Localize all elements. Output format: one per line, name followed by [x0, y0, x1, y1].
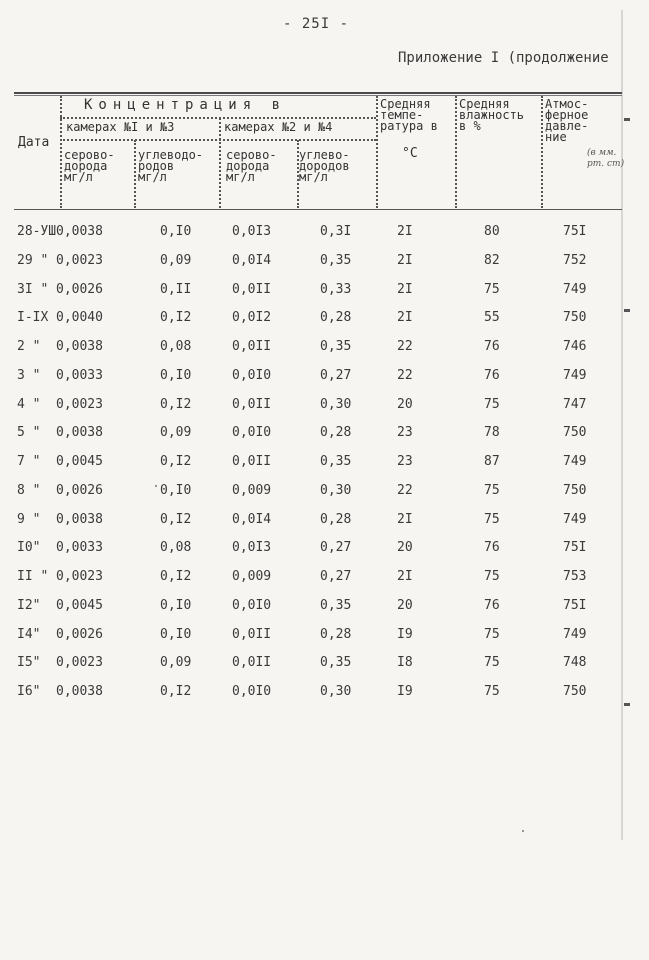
header-hydrogen-sulfide-1-3: серово- дорода мг/л	[64, 148, 115, 184]
header-temperature-unit: °С	[402, 146, 418, 161]
cell-date: 3I "	[17, 281, 49, 297]
cell-h2s-chambers-1-3: 0,0038	[56, 684, 103, 699]
table-row	[14, 598, 622, 627]
cell-temperature: 20	[397, 396, 413, 412]
cell-hydrocarbons-chambers-1-3: 0,I0	[160, 224, 192, 239]
cell-h2s-chambers-2-4: 0,0I4	[232, 252, 272, 268]
cell-hydrocarbons-chambers-1-3: 0,I0	[160, 482, 192, 498]
cell-h2s-chambers-1-3: 0,0023	[56, 396, 103, 412]
cell-pressure: 750	[563, 310, 587, 326]
cell-h2s-chambers-1-3: 0,0026	[56, 281, 103, 297]
cell-h2s-chambers-1-3: 0,0023	[56, 655, 103, 671]
table-row	[14, 512, 622, 541]
cell-hydrocarbons-chambers-1-3: 0,I2	[160, 684, 192, 699]
cell-humidity: 55	[484, 310, 500, 326]
cell-date: I2"	[17, 597, 41, 613]
cell-pressure: 749	[563, 626, 587, 642]
cell-h2s-chambers-2-4: 0,0II	[232, 396, 272, 412]
edge-mark	[624, 309, 630, 312]
cell-h2s-chambers-2-4: 0,0I3	[232, 540, 272, 556]
header-concentration: Концентрация в	[84, 97, 287, 113]
cell-h2s-chambers-1-3: 0,0045	[56, 454, 103, 469]
appendix-label: Приложение I (продолжение	[398, 50, 609, 66]
cell-temperature: 20	[397, 597, 413, 613]
cell-hydrocarbons-chambers-2-4: 0,27	[320, 367, 352, 383]
header-avg-temperature: Средняя темпе- ратура в	[380, 97, 438, 133]
cell-pressure: 746	[563, 339, 587, 354]
cell-date: I6"	[17, 684, 41, 699]
cell-temperature: 2I	[397, 224, 413, 239]
cell-h2s-chambers-1-3: 0,0026	[56, 626, 103, 642]
column-divider	[134, 140, 136, 208]
cell-h2s-chambers-2-4: 0,0II	[232, 655, 272, 671]
cell-hydrocarbons-chambers-1-3: 0,09	[160, 655, 192, 671]
cell-temperature: 22	[397, 482, 413, 498]
row-divider	[60, 139, 376, 141]
header-atm-pressure: Атмос- ферное давле- ние	[545, 97, 589, 144]
cell-humidity: 75	[484, 396, 500, 412]
column-divider	[455, 96, 457, 208]
cell-humidity: 75	[484, 684, 500, 699]
table-row	[14, 339, 622, 368]
cell-hydrocarbons-chambers-2-4: 0,28	[320, 626, 352, 642]
table-row	[14, 684, 622, 713]
cell-h2s-chambers-2-4: 0,0I3	[232, 224, 272, 239]
cell-temperature: 2I	[397, 310, 413, 326]
cell-date: 7 "	[17, 454, 41, 469]
cell-date: 29 "	[17, 252, 49, 268]
cell-pressure: 753	[563, 569, 587, 584]
table-row	[14, 253, 622, 282]
header-hydrocarbons-1-3: углеводо- родов мг/л	[138, 148, 204, 184]
cell-date: I4"	[17, 626, 41, 642]
table-row	[14, 569, 622, 598]
cell-h2s-chambers-1-3: 0,0038	[56, 339, 103, 354]
cell-date: I-IX	[17, 310, 49, 326]
cell-h2s-chambers-2-4: 0,0I0	[232, 425, 272, 441]
cell-date: I5"	[17, 655, 41, 671]
header-avg-humidity: Средняя влажность в %	[459, 97, 525, 133]
cell-humidity: 75	[484, 482, 500, 498]
cell-h2s-chambers-2-4: 0,0II	[232, 454, 272, 469]
cell-h2s-chambers-1-3: 0,0023	[56, 569, 103, 584]
cell-hydrocarbons-chambers-2-4: 0,35	[320, 339, 352, 354]
cell-temperature: 20	[397, 540, 413, 556]
table-body	[14, 224, 622, 713]
cell-pressure: 750	[563, 684, 587, 699]
cell-hydrocarbons-chambers-2-4: 0,28	[320, 310, 352, 326]
cell-date: 3 "	[17, 367, 41, 383]
cell-h2s-chambers-2-4: 0,0I0	[232, 684, 272, 699]
cell-hydrocarbons-chambers-2-4: 0,33	[320, 281, 352, 297]
cell-pressure: 749	[563, 511, 587, 527]
cell-pressure: 749	[563, 454, 587, 469]
scan-speck	[522, 830, 524, 832]
table-row	[14, 368, 622, 397]
cell-humidity: 87	[484, 454, 500, 469]
cell-temperature: 23	[397, 454, 413, 469]
cell-hydrocarbons-chambers-2-4: 0,28	[320, 425, 352, 441]
cell-humidity: 76	[484, 367, 500, 383]
cell-temperature: 2I	[397, 281, 413, 297]
header-chambers-2-4: камерах №2 и №4	[224, 120, 333, 134]
cell-h2s-chambers-2-4: 0,0II	[232, 339, 272, 354]
table-row	[14, 425, 622, 454]
cell-hydrocarbons-chambers-2-4: 0,27	[320, 569, 352, 584]
row-divider	[60, 117, 376, 119]
cell-hydrocarbons-chambers-1-3: 0,I2	[160, 511, 192, 527]
cell-hydrocarbons-chambers-1-3: 0,I0	[160, 626, 192, 642]
cell-pressure: 752	[563, 252, 587, 268]
cell-humidity: 76	[484, 339, 500, 354]
edge-mark	[624, 703, 630, 706]
cell-h2s-chambers-1-3: 0,0045	[56, 597, 103, 613]
cell-hydrocarbons-chambers-1-3: 0,09	[160, 252, 192, 268]
cell-hydrocarbons-chambers-2-4: 0,35	[320, 252, 352, 268]
table-row	[14, 310, 622, 339]
cell-date: 9 "	[17, 511, 41, 527]
cell-humidity: 76	[484, 597, 500, 613]
cell-h2s-chambers-2-4: 0,0I4	[232, 511, 272, 527]
cell-h2s-chambers-2-4: 0,0I0	[232, 367, 272, 383]
cell-pressure: 75I	[563, 540, 587, 556]
cell-pressure: 75I	[563, 597, 587, 613]
cell-hydrocarbons-chambers-2-4: 0,35	[320, 597, 352, 613]
header-rule-sub	[14, 95, 622, 96]
cell-hydrocarbons-chambers-2-4: 0,3I	[320, 224, 352, 239]
cell-hydrocarbons-chambers-2-4: 0,30	[320, 684, 352, 699]
cell-hydrocarbons-chambers-1-3: 0,I0	[160, 597, 192, 613]
cell-pressure: 750	[563, 482, 587, 498]
table-row	[14, 454, 622, 483]
table-header	[14, 92, 625, 214]
column-divider	[376, 96, 378, 208]
cell-temperature: 2I	[397, 252, 413, 268]
cell-h2s-chambers-1-3: 0,0040	[56, 310, 103, 326]
cell-h2s-chambers-2-4: 0,0II	[232, 626, 272, 642]
cell-hydrocarbons-chambers-1-3: 0,I2	[160, 396, 192, 412]
cell-hydrocarbons-chambers-2-4: 0,28	[320, 511, 352, 527]
header-rule-top	[14, 92, 622, 94]
cell-h2s-chambers-2-4: 0,0I2	[232, 310, 272, 326]
table-row	[14, 483, 622, 512]
cell-hydrocarbons-chambers-1-3: 0,08	[160, 339, 192, 354]
cell-h2s-chambers-2-4: 0,009	[232, 569, 272, 584]
cell-date: 8 "	[17, 482, 41, 498]
cell-hydrocarbons-chambers-2-4: 0,35	[320, 454, 352, 469]
cell-h2s-chambers-2-4: 0,0I0	[232, 597, 272, 613]
cell-h2s-chambers-2-4: 0,009	[232, 482, 272, 498]
cell-temperature: 22	[397, 367, 413, 383]
cell-date: 5 "	[17, 425, 41, 441]
cell-date: 2 "	[17, 339, 41, 354]
cell-date: 4 "	[17, 396, 41, 412]
column-divider	[60, 96, 62, 208]
cell-pressure: 747	[563, 396, 587, 412]
table-row	[14, 397, 622, 426]
cell-hydrocarbons-chambers-1-3: 0,I2	[160, 454, 192, 469]
cell-h2s-chambers-1-3: 0,0033	[56, 540, 103, 556]
cell-pressure: 750	[563, 425, 587, 441]
header-hydrocarbons-2-4: углево- дородов мг/л	[299, 148, 350, 184]
cell-hydrocarbons-chambers-1-3: 0,I2	[160, 310, 192, 326]
cell-temperature: 22	[397, 339, 413, 354]
cell-humidity: 80	[484, 224, 500, 239]
cell-date: II "	[17, 569, 49, 584]
scan-speck	[155, 485, 157, 487]
cell-humidity: 75	[484, 569, 500, 584]
header-chambers-1-3: камерах №I и №3	[66, 120, 175, 134]
cell-humidity: 75	[484, 281, 500, 297]
cell-hydrocarbons-chambers-1-3: 0,I0	[160, 367, 192, 383]
cell-hydrocarbons-chambers-1-3: 0,09	[160, 425, 192, 441]
edge-mark	[624, 118, 630, 121]
cell-date: 28-УШ	[17, 224, 57, 239]
header-date: Дата	[18, 135, 50, 150]
cell-temperature: 23	[397, 425, 413, 441]
cell-h2s-chambers-1-3: 0,0033	[56, 367, 103, 383]
cell-hydrocarbons-chambers-1-3: 0,II	[160, 281, 192, 297]
cell-pressure: 75I	[563, 224, 587, 239]
cell-h2s-chambers-1-3: 0,0038	[56, 511, 103, 527]
cell-temperature: I9	[397, 626, 413, 642]
cell-h2s-chambers-1-3: 0,0038	[56, 224, 103, 239]
header-rule-bottom	[14, 209, 622, 210]
cell-humidity: 75	[484, 655, 500, 671]
cell-temperature: I9	[397, 684, 413, 699]
cell-humidity: 82	[484, 252, 500, 268]
column-divider	[541, 96, 543, 208]
cell-h2s-chambers-1-3: 0,0038	[56, 425, 103, 441]
cell-temperature: 2I	[397, 511, 413, 527]
table-row	[14, 540, 622, 569]
cell-pressure: 749	[563, 367, 587, 383]
cell-humidity: 75	[484, 511, 500, 527]
cell-humidity: 78	[484, 425, 500, 441]
header-hydrogen-sulfide-2-4: серово- дорода мг/л	[226, 148, 277, 184]
column-divider	[219, 118, 221, 208]
cell-hydrocarbons-chambers-2-4: 0,30	[320, 482, 352, 498]
table-row	[14, 655, 622, 684]
cell-h2s-chambers-2-4: 0,0II	[232, 281, 272, 297]
cell-pressure: 749	[563, 281, 587, 297]
cell-humidity: 75	[484, 626, 500, 642]
cell-hydrocarbons-chambers-1-3: 0,I2	[160, 569, 192, 584]
cell-humidity: 76	[484, 540, 500, 556]
cell-temperature: I8	[397, 655, 413, 671]
table-row	[14, 224, 622, 253]
page-number: - 25I -	[283, 16, 350, 32]
table-row	[14, 627, 622, 656]
cell-temperature: 2I	[397, 569, 413, 584]
cell-hydrocarbons-chambers-1-3: 0,08	[160, 540, 192, 556]
cell-pressure: 748	[563, 655, 587, 671]
cell-hydrocarbons-chambers-2-4: 0,30	[320, 396, 352, 412]
handwritten-pressure-unit: (в мм. рт. ст)	[587, 148, 625, 169]
cell-hydrocarbons-chambers-2-4: 0,35	[320, 655, 352, 671]
cell-h2s-chambers-1-3: 0,0023	[56, 252, 103, 268]
table-row	[14, 282, 622, 311]
cell-hydrocarbons-chambers-2-4: 0,27	[320, 540, 352, 556]
cell-h2s-chambers-1-3: 0,0026	[56, 482, 103, 498]
cell-date: I0"	[17, 540, 41, 556]
